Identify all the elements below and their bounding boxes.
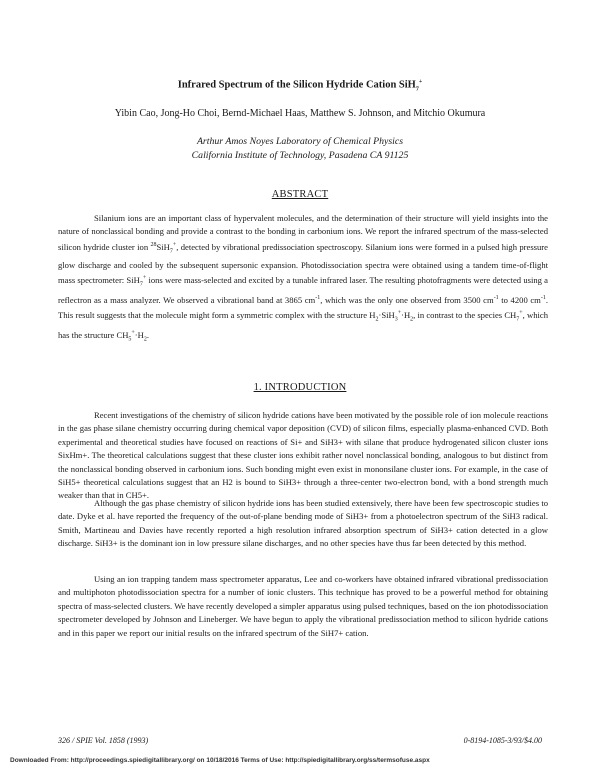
download-notice: Downloaded From: http://proceedings.spiedigitallibrary.org/ on 10/18/2016 Terms of Use: http://spiedigitallibrary.org/ss/termsofuse.aspx	[10, 757, 430, 764]
paper-title	[60, 79, 540, 93]
abstract-sup-7: +	[519, 310, 523, 317]
intro-paragraph-2-text: Although the gas phase chemistry of silicon hydride ions has been studied extensively, there have been few spectroscopic studies to date. Dyke et al. have reported the frequency of the out-of-plane bending mode of SiH3+ from a photoelectron spectrum of the SiH3 radical. Smith, Martineau and Davies have recently reported a high resolution infrared absorption spectrum of SiH3+ cation detected in a glow discharge. SiH3+ is the dominant ion in low pressure silane discharges, and no other species have thus far been detected by this method.	[58, 498, 548, 549]
abstract-sub-6c: 2	[410, 317, 414, 324]
intro-paragraph-1-text: Recent investigations of the chemistry of silicon hydride cations have been motivated by the possible role of ion molecule reactions in the gas phase silane chemistry occurring during chemical vapor deposition (CVD) of silicon films, especially plasma-enhanced CVD. Both experimental and theoretical studies have focused on reactions of Si+ and SiH3+ with silane that produce hydrogenated silicon cluster ions SixHm+. The theoretical calculations suggest that these cluster ions exhibit rather novel nonclassical bonding, analogous to but distinct from the nonclassical bonding observed in carbonium ions. Such bonding might even exist in mononsilane cluster ions. For example, in the case of SiH5+ theoretical calculations suggest that an H2 is bound to SiH3+ through a three-center two-electron bond, with a bond strength much weaker than that in CH5+.	[58, 410, 548, 501]
abstract-sub-6b: 3	[394, 317, 398, 324]
abstract-text-7: , in contrast to the species CH	[413, 310, 517, 321]
intro-paragraph-3	[58, 573, 548, 640]
abstract-sup-4: -1	[493, 295, 499, 302]
footer-isbn: 0-8194-1085-3/93/$4.00	[463, 736, 542, 745]
abstract-sup-3: -1	[315, 295, 321, 302]
abstract-sub-2: 7	[139, 281, 143, 288]
abstract-text-4: , which was the only one observed from 3500 cm	[320, 295, 494, 306]
abstract-sup-1b: +	[172, 241, 177, 248]
abstract-sub-8: 5	[128, 337, 132, 344]
author-list: Yibin Cao, Jong-Ho Choi, Bernd-Michael Haas, Matthew S. Johnson, and Mitchio Okumura	[114, 108, 486, 119]
abstract-text-1: Silanium ions are an important class of hypervalent molecules, and the determination of their structure will yield insights into the nature of nonclassical bonding and provide a contrast to the bonding in carbonium ions. We report the infrared spectrum of the mass-selected silicon hydride cluster ion	[58, 213, 548, 252]
abstract-sup-1: 28	[150, 241, 157, 248]
abstract-sup-6: +	[397, 310, 402, 317]
abstract-paragraph	[58, 212, 548, 347]
title-text: Infrared Spectrum of the Silicon Hydride Cation SiH	[177, 79, 416, 91]
abstract-sup-2: +	[142, 275, 147, 282]
abstract-formula-6: ·SiH	[378, 310, 395, 321]
abstract-sub-7: 7	[516, 317, 520, 324]
affiliation-lab: Arthur Amos Noyes Laboratory of Chemical Physics	[196, 136, 404, 147]
abstract-formula-6b: ·H	[401, 310, 411, 321]
footer-citation: 326 / SPIE Vol. 1858 (1993)	[58, 736, 149, 745]
abstract-end: .	[146, 330, 150, 341]
title-subscript: 7	[415, 86, 419, 93]
intro-paragraph-3-text: Using an ion trapping tandem mass spectrometer apparatus, Lee and co-workers have obtained infrared vibrational predissociation and multiphoton photodissociation spectra for a number of ionic clusters. This technique has proved to be a powerful method for obtaining spectra of mass-selected clusters. We have recently developed a simpler apparatus using pulsed techniques, based on the ion photodissociation spectrometer developed by Johnson and Lineberger. We have begun to apply the vibrational predissociation method to silicon hydride cations and in this paper we report our initial results on the infrared spectrum of the SiH7+ cation.	[58, 574, 548, 638]
abstract-text-2: , detected by vibrational predissociation spectroscopy. Silanium ions were formed in a pulsed high pressure glow discharge and cooled by the subsequent supersonic expansion. Photodissociation spectra were obtained using a tandem time-of-flight mass spectrometer: SiH	[58, 241, 548, 286]
abstract-heading: ABSTRACT	[271, 189, 329, 200]
abstract-text-6: . This result suggests that the molecule might form a symmetric complex with the structure H	[58, 295, 548, 321]
intro-paragraph-1	[58, 409, 548, 503]
abstract-sub-1: 7	[169, 248, 173, 255]
abstract-text-5: to 4200 cm	[498, 295, 541, 306]
title-superscript: +	[418, 79, 423, 85]
abstract-formula-1: SiH	[156, 241, 170, 252]
abstract-text-8: , which has the structure CH	[58, 310, 548, 341]
abstract-formula-8: ·H	[134, 330, 144, 341]
abstract-sup-8: +	[131, 330, 135, 337]
intro-paragraph-2	[58, 497, 548, 551]
abstract-text-3: ions were mass-selected and excited by a tunable infrared laser. The resulting photofragments were detected using a reflectron as a mass analyzer. We observed a vibrational band at 3865 cm	[58, 275, 549, 306]
abstract-sup-5: -1	[540, 295, 546, 302]
abstract-sub-6: 2	[375, 317, 379, 324]
introduction-heading: 1. INTRODUCTION	[253, 382, 347, 393]
affiliation-institution: California Institute of Technology, Pasadena CA 91125	[191, 150, 409, 161]
abstract-sub-8b: 2	[143, 337, 147, 344]
